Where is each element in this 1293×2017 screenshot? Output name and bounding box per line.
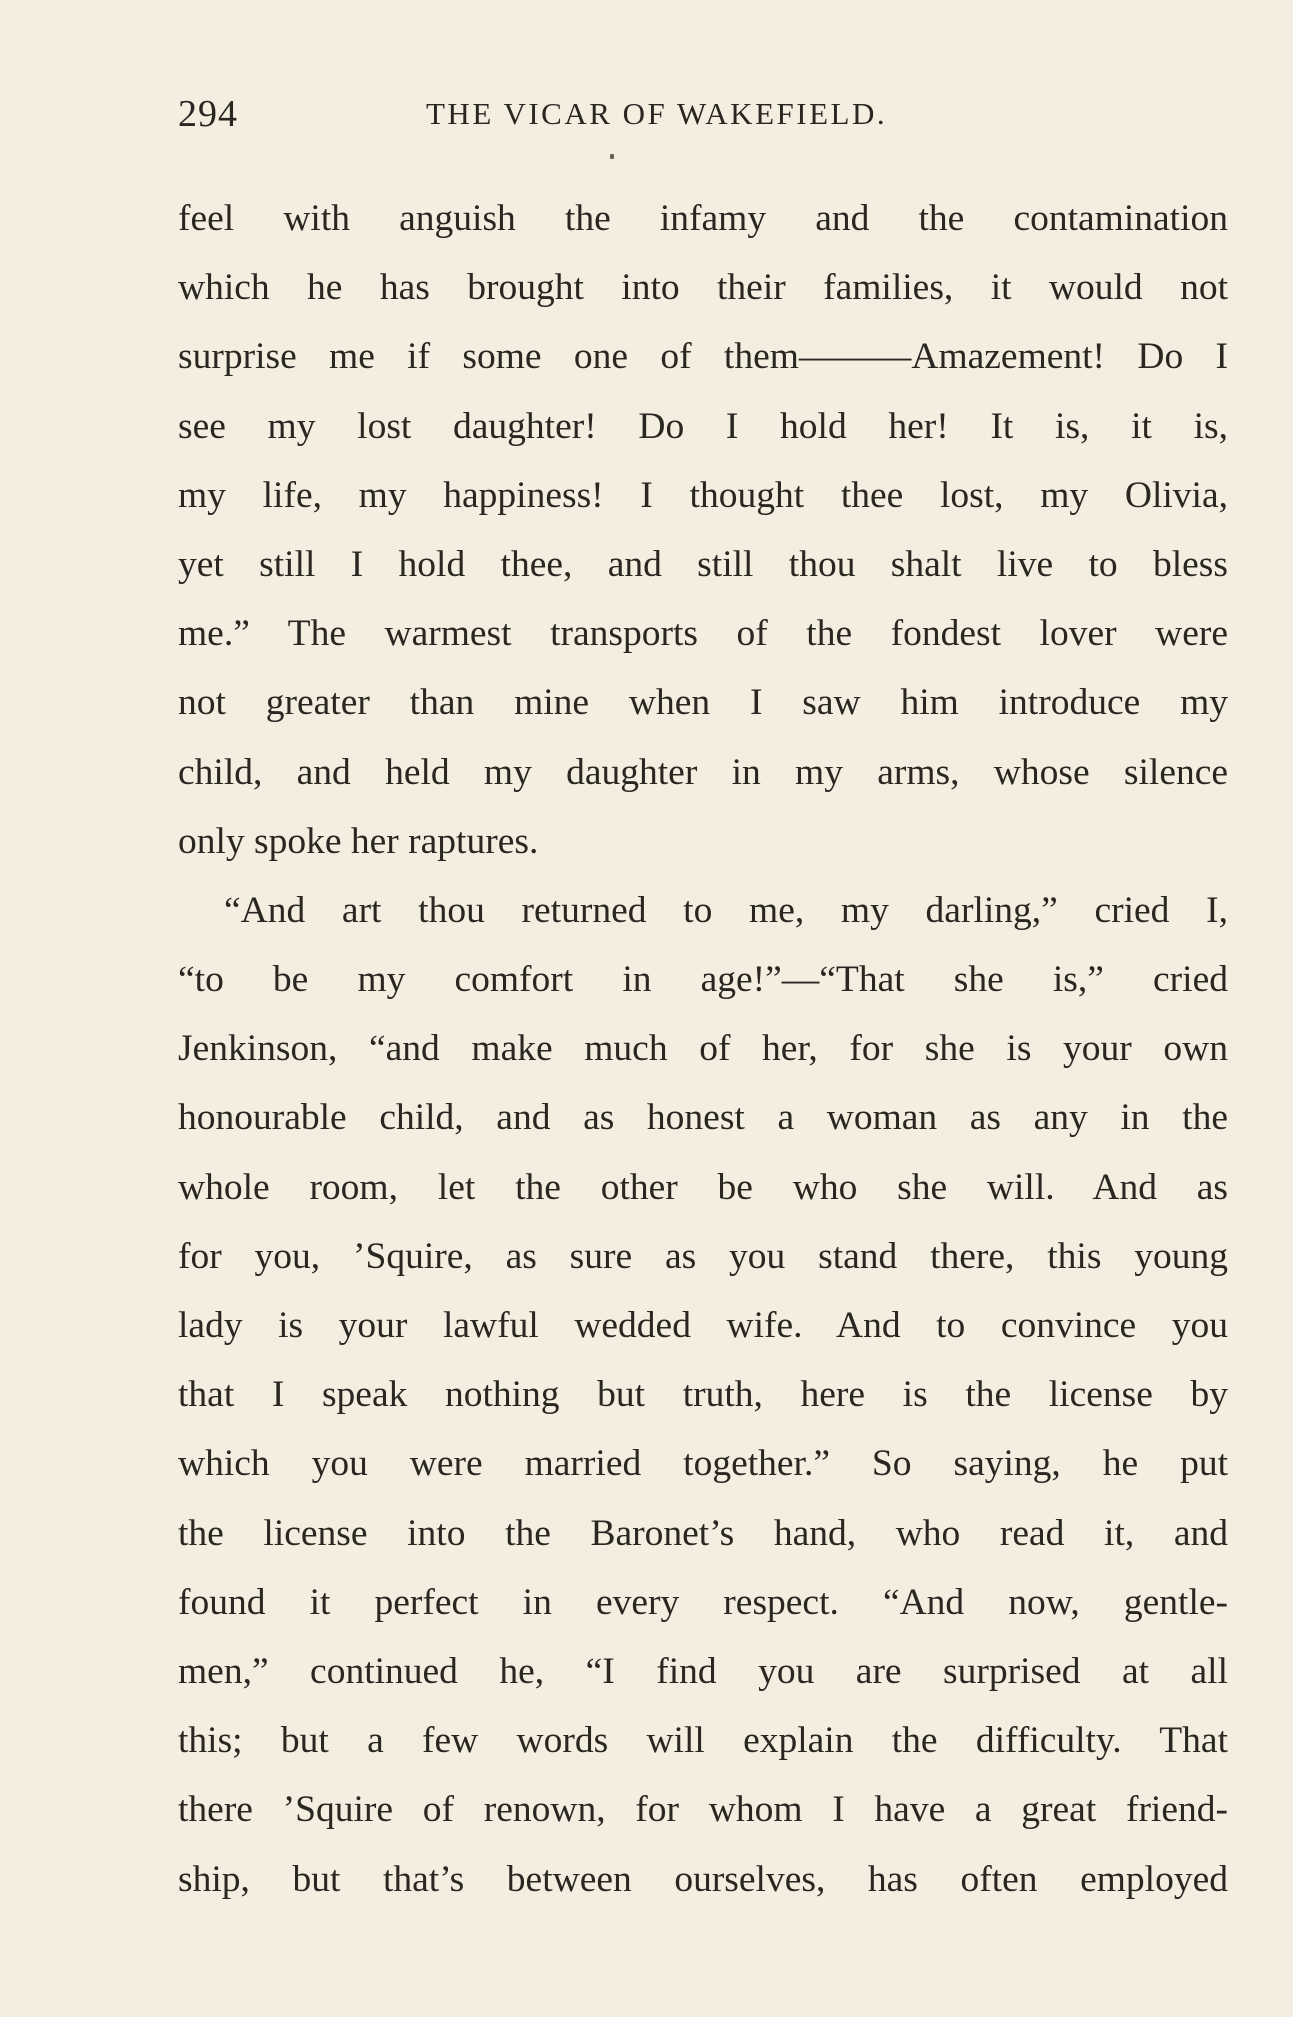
text-line: whole room, let the other be who she will. And as (178, 1166, 1228, 1208)
text-line: ship, but that’s between ourselves, has often employed (178, 1858, 1228, 1900)
text-line: only spoke her raptures. (178, 820, 539, 862)
text-line: my life, my happiness! I thought thee lost, my Olivia, (178, 474, 1228, 516)
text-line: yet still I hold thee, and still thou shalt live to bless (178, 543, 1228, 585)
text-line: Jenkinson, “and make much of her, for she is your own (178, 1028, 1228, 1070)
text-line: which he has brought into their families, it would not (178, 267, 1228, 309)
text-line: the license into the Baronet’s hand, who read it, and (178, 1512, 1228, 1554)
text-line: there ’Squire of renown, for whom I have a great friend- (178, 1789, 1228, 1831)
book-title: THE VICAR OF WAKEFIELD. (426, 96, 888, 131)
text-line: that I speak nothing but truth, here is the license by (178, 1374, 1228, 1416)
page-number: 294 (178, 93, 238, 135)
text-line: this; but a few words will explain the difficulty. That (178, 1720, 1228, 1762)
text-line: which you were married together.” So saying, he put (178, 1443, 1228, 1485)
text-line: “And art thou returned to me, my darling,” cried I, (224, 889, 1228, 931)
text-line: found it perfect in every respect. “And now, gentle- (178, 1581, 1228, 1623)
text-line: not greater than mine when I saw him introduce my (178, 682, 1228, 724)
text-line: feel with anguish the infamy and the contamination (178, 198, 1228, 239)
running-head (178, 92, 1228, 142)
text-line: for you, ’Squire, as sure as you stand there, this young (178, 1235, 1228, 1277)
text-line: see my lost daughter! Do I hold her! It is, it is, (178, 405, 1228, 447)
text-line: me.” The warmest transports of the fondest lover were (178, 613, 1228, 655)
text-line: surprise me if some one of them———Amazement! Do I (178, 336, 1228, 378)
print-speck (610, 154, 614, 159)
text-line: “to be my comfort in age!”—“That she is,” cried (178, 959, 1228, 1001)
text-line: lady is your lawful wedded wife. And to convince you (178, 1305, 1228, 1346)
text-line: men,” continued he, “I find you are surprised at all (178, 1650, 1228, 1692)
text-line: child, and held my daughter in my arms, whose silence (178, 751, 1228, 793)
body-text (178, 184, 1228, 1914)
text-line: honourable child, and as honest a woman as any in the (178, 1097, 1228, 1139)
